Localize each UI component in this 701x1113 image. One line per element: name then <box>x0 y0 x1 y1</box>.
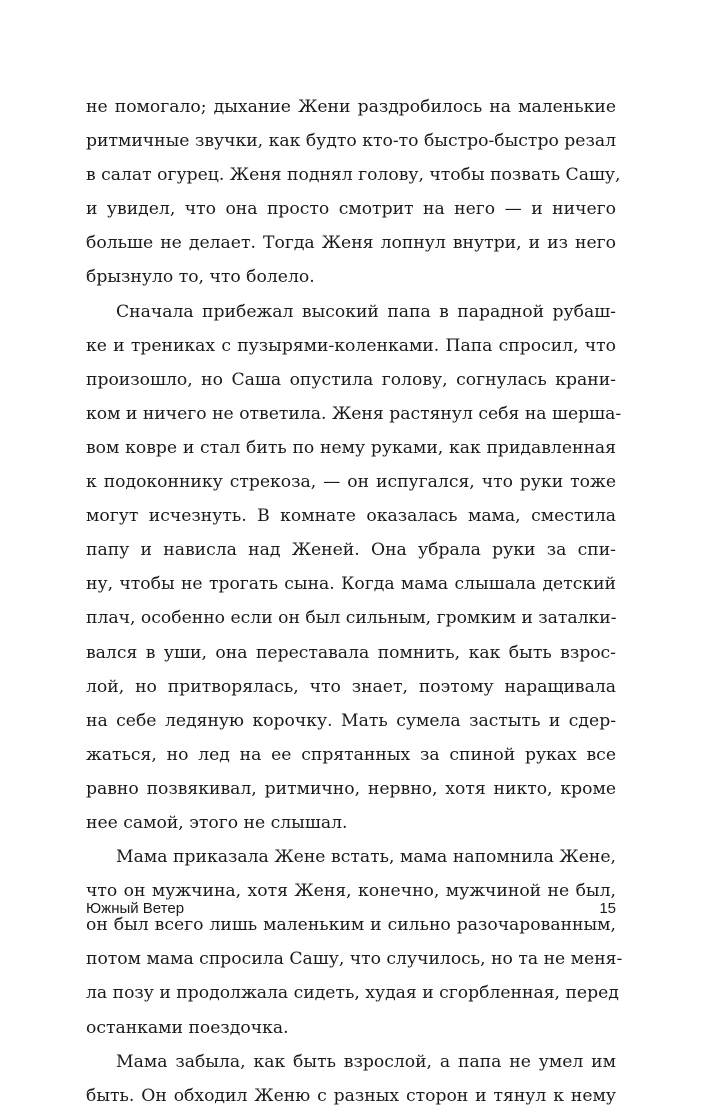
text-line: жаться, но лед на ее спрятанных за спиной руках все <box>86 744 616 765</box>
text-line: к подоконнику стрекоза, — он испугался, что руки тоже <box>86 472 616 493</box>
text-line: Мама забыла, как быть взрослой, а папа не умел им <box>116 1051 616 1072</box>
text-line: в салат огурец. Женя поднял голову, чтобы позвать Сашу, <box>86 165 621 186</box>
text-line: папу и нависла над Женей. Она убрала руки за спи- <box>86 540 616 561</box>
text-line: ла позу и продолжала сидеть, худая и сгорбленная, перед <box>86 983 619 1004</box>
text-line: он был всего лишь маленьким и сильно разочарованным, <box>86 915 616 936</box>
text-line: ком и ничего не ответила. Женя растянул себя на шерша- <box>86 403 622 424</box>
running-title: Южный Ветер <box>86 900 185 917</box>
text-line: ну, чтобы не трогать сына. Когда мама слышала детский <box>86 574 616 595</box>
text-line: нее самой, этого не слышал. <box>86 812 348 833</box>
text-line: что он мужчина, хотя Женя, конечно, мужчиной не был, <box>86 881 616 902</box>
text-line: останками поездочка. <box>86 1017 289 1038</box>
body-text <box>86 90 623 1113</box>
text-line: не помогало; дыхание Жени раздробилось на маленькие <box>86 97 616 117</box>
text-line: ке и трениках с пузырями-коленками. Папа спросил, что <box>86 335 616 356</box>
text-line: Мама приказала Жене встать, мама напомнила Жене, <box>116 847 616 868</box>
text-line: Сначала прибежал высокий папа в парадной рубаш- <box>116 301 616 322</box>
page-footer <box>86 900 616 924</box>
text-line: брызнуло то, что болело. <box>86 267 315 288</box>
text-line: потом мама спросила Сашу, что случилось, но та не меня- <box>86 949 623 970</box>
page-number: 15 <box>599 900 616 917</box>
text-line: лой, но притворялась, что знает, поэтому наращивала <box>86 676 616 697</box>
text-line: равно позвякивал, ритмично, нервно, хотя никто, кроме <box>86 778 616 799</box>
text-line: ритмичные звучки, как будто кто-то быстро-быстро резал <box>86 131 616 152</box>
text-line: вом ковре и стал бить по нему руками, как придавленная <box>86 437 616 458</box>
text-line: и увидел, что она просто смотрит на него — и ничего <box>86 199 616 220</box>
text-line: больше не делает. Тогда Женя лопнул внутри, и из него <box>86 233 616 254</box>
text-line: плач, особенно если он был сильным, громким и заталки- <box>86 608 617 629</box>
text-line: быть. Он обходил Женю с разных сторон и тянул к нему <box>86 1085 616 1106</box>
text-line: вался в уши, она переставала помнить, как быть взрос- <box>86 642 616 663</box>
text-line: могут исчезнуть. В комнате оказалась мама, сместила <box>86 506 616 527</box>
text-line: на себе ледяную корочку. Мать сумела застыть и сдер- <box>86 710 616 731</box>
text-line: произошло, но Саша опустила голову, согнулась крани- <box>86 369 616 390</box>
